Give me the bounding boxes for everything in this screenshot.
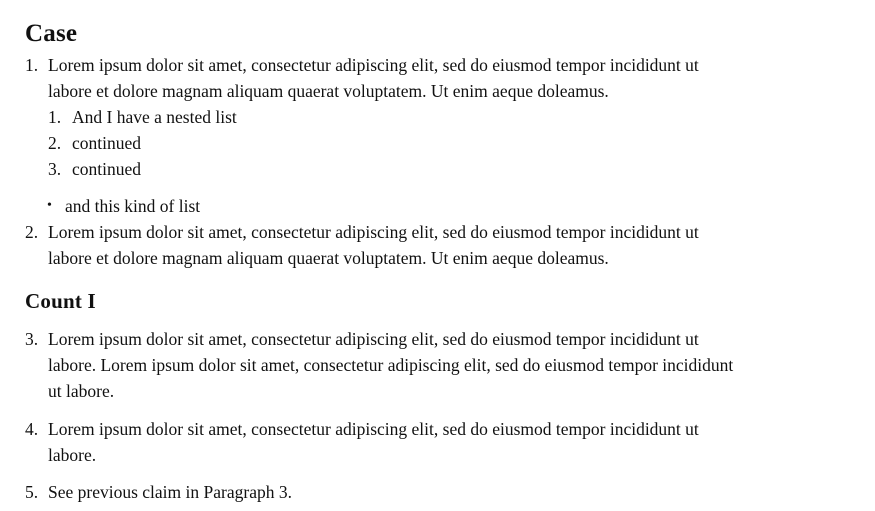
list-item-text: continued: [72, 159, 142, 179]
text-line: labore.: [48, 445, 97, 465]
text-line: Lorem ipsum dolor sit amet, consectetur adipiscing elit, sed do eiusmod tempor incididunt ut: [48, 419, 699, 439]
list-number: 1.: [25, 55, 39, 75]
list-item-text: [48, 326, 733, 404]
text-line: Lorem ipsum dolor sit amet, consectetur adipiscing elit, sed do eiusmod tempor incididunt ut: [48, 55, 699, 75]
list-number: 3.: [25, 329, 39, 349]
list-number: 5.: [25, 482, 39, 502]
list-number: 2.: [25, 222, 39, 242]
list-item-text: [48, 479, 292, 505]
list-item-text: continued: [72, 133, 142, 153]
list-item-text: [48, 219, 699, 271]
list-item-text: And I have a nested list: [72, 107, 237, 127]
list-number: 1.: [48, 107, 62, 127]
list-item-text: [48, 52, 699, 104]
bullet-icon: •: [47, 198, 52, 213]
list-item-text: [48, 416, 699, 468]
text-line: See previous claim in Paragraph 3.: [48, 482, 292, 502]
text-line: labore et dolore magnam aliquam quaerat voluptatem. Ut enim aeque doleamus.: [48, 81, 609, 101]
text-line: Lorem ipsum dolor sit amet, consectetur adipiscing elit, sed do eiusmod tempor incididunt ut: [48, 222, 699, 242]
heading-count: Count I: [25, 289, 96, 313]
list-number: 3.: [48, 159, 62, 179]
text-line: labore et dolore magnam aliquam quaerat voluptatem. Ut enim aeque doleamus.: [48, 248, 609, 268]
heading-case: Case: [25, 20, 78, 47]
list-number: 4.: [25, 419, 39, 439]
list-item-text: and this kind of list: [65, 196, 201, 216]
list-number: 2.: [48, 133, 62, 153]
text-line: labore. Lorem ipsum dolor sit amet, consectetur adipiscing elit, sed do eiusmod tempor incididunt: [48, 355, 734, 375]
text-line: ut labore.: [48, 381, 115, 401]
text-line: Lorem ipsum dolor sit amet, consectetur adipiscing elit, sed do eiusmod tempor incididunt ut: [48, 329, 699, 349]
